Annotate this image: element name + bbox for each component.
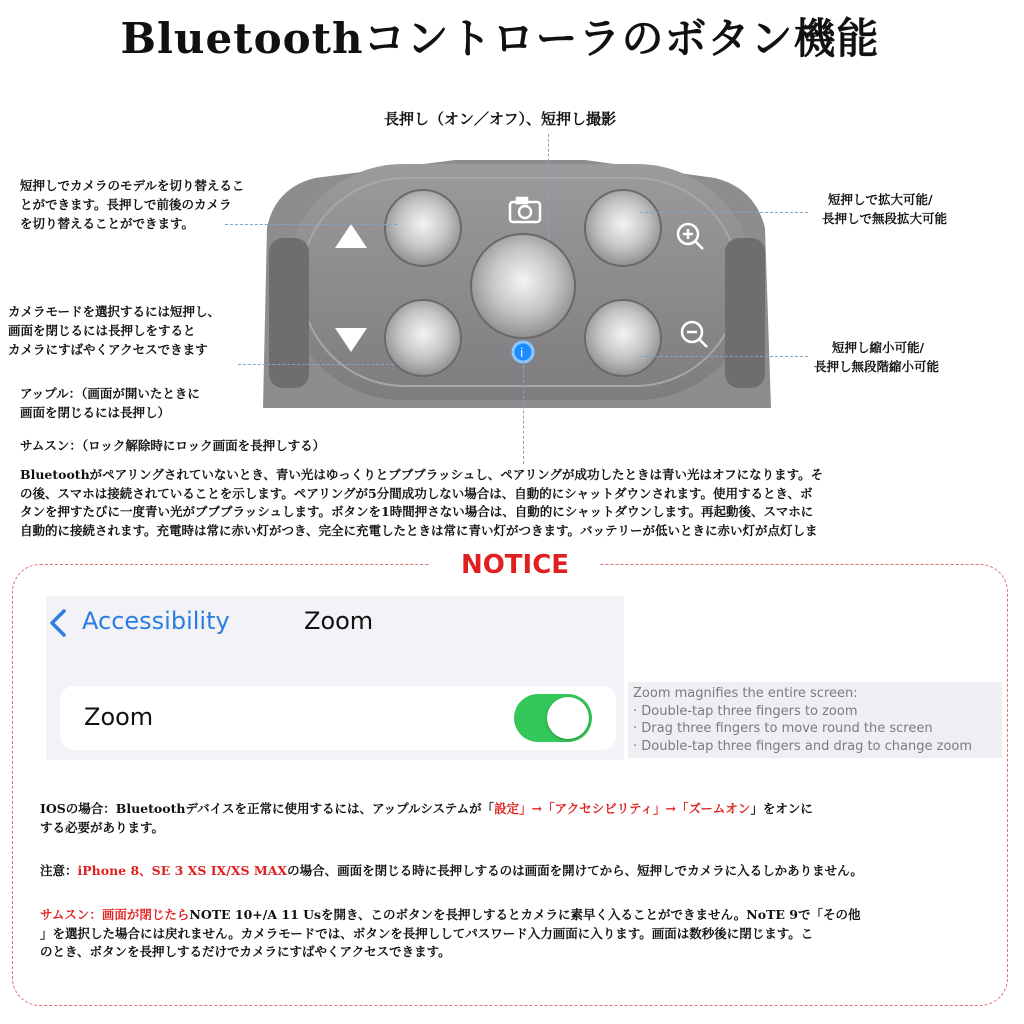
accessibility-back-link[interactable]: Accessibility bbox=[82, 607, 230, 635]
up-button bbox=[385, 190, 461, 266]
back-chevron-icon[interactable] bbox=[48, 608, 68, 638]
ios-nav-title: Zoom bbox=[304, 607, 374, 635]
notice-title: NOTICE bbox=[430, 550, 600, 580]
svg-text:i: i bbox=[520, 346, 524, 360]
bluetooth-description: Bluetoothがペアリングされていないとき、青い光はゆっくりとブブブラッシュし、ペアリングが成功したときは青い光はオフになります。そ の後、スマホは接続されていることを示します。ペアリングが5分間成功しない場合は、自動的にシャットダウンされます。使用するとき、ボ タンを押すたびに一度青い光がブブブラッシュします。ボタンを1時間押さない場合は、自動的にシャットダウンします。再起動後、スマホに 自動的に接続されます。充電時は常に赤い灯がつき、完全に充電したときは常に青い灯がつきます。バッテリーが低いときに赤い灯が点灯しま bbox=[20, 467, 824, 538]
zoom-out-annotation: 短押し縮小可能/ 長押し無段階縮小可能 bbox=[814, 340, 940, 374]
samsung-annotation: サムスン：（ロック解除時にロック画面を長押しする） bbox=[20, 438, 326, 453]
zoom-in-button bbox=[585, 190, 661, 266]
zoom-info-panel: Zoom magnifies the entire screen: · Double-tap three fingers to zoom · Drag three fingers to move round the screen · Double-tap three fingers and drag to change zoom bbox=[628, 682, 1002, 758]
zoom-setting-label: Zoom bbox=[84, 703, 154, 731]
apple-annotation: アップル：（画面が開いたときに 画面を閉じるには長押し） bbox=[20, 386, 200, 420]
down-button-annotation: カメラモードを選択するには短押し、 画面を閉じるには長押しをすると カメラにすばやくアクセスできます bbox=[8, 304, 221, 357]
page-title: Bluetoothコントローラのボタン機能 bbox=[120, 14, 880, 63]
caution-note: 注意：iPhone 8、SE 3 XS IX/XS MAXの場合、画面を閉じる時に長押しするのは画面を開けてから、短押しでカメラに入るしかありません。 bbox=[40, 863, 863, 878]
power-shutter-label: 長押し（オン／オフ）、短押し撮影 bbox=[384, 110, 617, 128]
samsung-note: サムスン：画面が閉じたらNOTE 10+/A 11 Usを開き、このボタンを長押しするとカメラに素早く入ることができません。NoTE 9で「その他 」を選択した場合には戻れません。カメラモードでは、ボタンを長押ししてパスワード入力画面に入ります。画面は数秒後に閉じます。こ のとき、ボタンを長押しするだけでカメラにすばやくアクセスできます。 bbox=[40, 907, 861, 959]
ios-instructions: IOSの場合：Bluetoothデバイスを正常に使用するには、アップルシステムが「設定」→「アクセシビリティ」→「ズームオン」をオンに する必要があります。 bbox=[40, 801, 813, 835]
zoom-in-annotation: 短押しで拡大可能/ 長押しで無段拡大可能 bbox=[822, 192, 948, 226]
shutter-button bbox=[471, 234, 575, 338]
zoom-toggle[interactable] bbox=[514, 694, 592, 742]
down-button bbox=[385, 300, 461, 376]
zoom-out-button bbox=[585, 300, 661, 376]
up-button-annotation: 短押しでカメラのモデルを切り替えるこ とができます。長押しで前後のカメラ を切り替えることができます。 bbox=[20, 178, 245, 231]
bluetooth-controller bbox=[255, 148, 775, 416]
